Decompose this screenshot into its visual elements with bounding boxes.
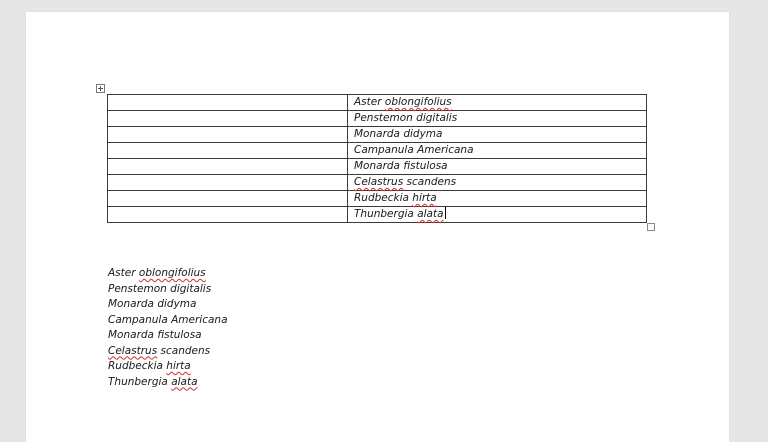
table-row (108, 159, 647, 175)
plant-genus-text: Thunbergia (108, 375, 168, 388)
plant-table[interactable] (107, 94, 647, 223)
plant-species-text: didyma (157, 298, 197, 310)
table-move-handle-icon[interactable] (96, 84, 105, 93)
plant-genus-text: Rudbeckia (354, 192, 409, 204)
table-cell-left[interactable] (108, 191, 348, 207)
table-row (108, 207, 647, 223)
table-cell-left[interactable] (108, 207, 348, 223)
plant-species-text: scandens (160, 344, 211, 357)
list-item[interactable] (108, 297, 228, 313)
list-item[interactable] (108, 282, 228, 298)
plant-genus-text: Penstemon (108, 282, 167, 295)
plant-genus-text: Aster (354, 96, 382, 108)
plant-genus-text: Celastrus (354, 176, 404, 188)
table-cell-left[interactable] (108, 111, 348, 127)
plant-species-text: alata (171, 375, 198, 388)
plant-species-text: scandens (406, 176, 457, 188)
plant-genus-text: Monarda (354, 160, 400, 172)
table-cell-left[interactable] (108, 159, 348, 175)
text-cursor (445, 207, 446, 219)
table-row (108, 143, 647, 159)
plant-species-text: oblongifolius (138, 267, 206, 279)
plant-species-text: Americana (417, 144, 474, 156)
plant-genus-text: Campanula (354, 144, 414, 156)
table-cell-left[interactable] (108, 95, 348, 111)
list-item[interactable] (108, 328, 228, 344)
table-cell-left[interactable] (108, 175, 348, 191)
plant-species-text: hirta (412, 192, 437, 204)
table-cell-plant-name[interactable] (348, 143, 647, 159)
list-item[interactable] (108, 344, 228, 360)
table-cell-plant-name[interactable] (348, 159, 647, 175)
table-cell-plant-name[interactable] (348, 191, 647, 207)
plant-genus-text: Monarda (108, 329, 154, 341)
plant-species-text: digitalis (170, 282, 212, 295)
table-row (108, 95, 647, 111)
plant-species-text: hirta (166, 360, 191, 372)
table-cell-plant-name[interactable] (348, 175, 647, 191)
plant-species-text: digitalis (416, 112, 458, 124)
plant-genus-text: Rudbeckia (108, 360, 163, 372)
table-cell-plant-name[interactable] (348, 95, 647, 111)
list-item[interactable] (108, 359, 228, 375)
table-cell-plant-name[interactable] (348, 207, 647, 223)
plant-genus-text: Penstemon (354, 112, 413, 124)
plant-genus-text: Celastrus (108, 344, 158, 357)
table-row (108, 127, 647, 143)
list-item[interactable] (108, 266, 228, 282)
table-cell-left[interactable] (108, 127, 348, 143)
plant-species-text: fistulosa (403, 160, 448, 172)
table-cell-left[interactable] (108, 143, 348, 159)
plant-genus-text: Campanula (108, 313, 168, 326)
table-row (108, 111, 647, 127)
plant-genus-text: Monarda (108, 298, 154, 310)
plant-species-text: alata (417, 208, 444, 220)
table-row (108, 191, 647, 207)
table-cell-plant-name[interactable] (348, 111, 647, 127)
plant-species-text: fistulosa (157, 329, 202, 341)
table-cell-plant-name[interactable] (348, 127, 647, 143)
plant-genus-text: Thunbergia (354, 208, 414, 220)
list-item[interactable] (108, 313, 228, 329)
plant-name-list (108, 266, 228, 390)
table-row (108, 175, 647, 191)
plant-genus-text: Aster (108, 267, 136, 279)
plant-species-text: Americana (171, 313, 228, 326)
plant-genus-text: Monarda (354, 128, 400, 140)
plant-species-text: oblongifolius (384, 96, 452, 108)
table-resize-handle-icon[interactable] (647, 223, 655, 231)
list-item[interactable] (108, 375, 228, 391)
plant-species-text: didyma (403, 128, 443, 140)
